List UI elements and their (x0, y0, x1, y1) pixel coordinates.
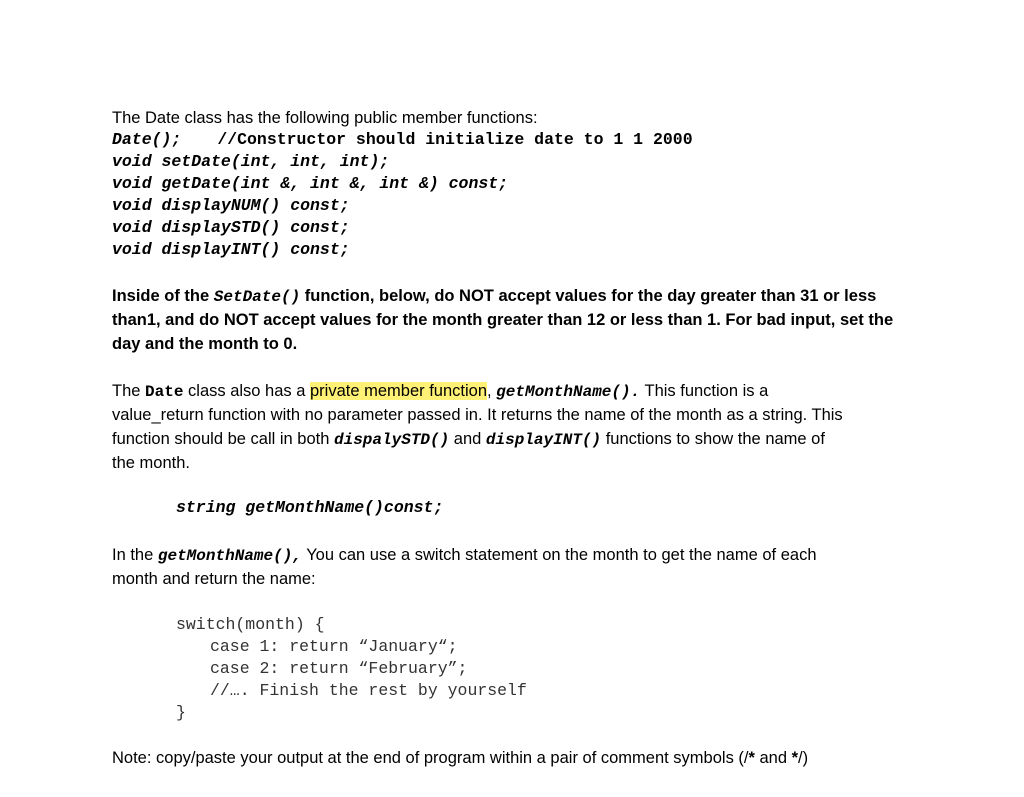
method-line: void getDate(int &, int &, int &) const; (112, 174, 509, 193)
text-span: function, below, do NOT accept values for the day greater than 31 or less (300, 287, 877, 305)
setdate-paragraph-line-2: than1, and do NOT accept values for the month greater than 12 or less than 1. For bad input, set the (112, 311, 894, 329)
text-span: class also has a (183, 382, 310, 400)
switch-paragraph-line-1 (112, 544, 817, 567)
text-span: * (748, 749, 755, 767)
method-line: void displayINT() const; (112, 240, 350, 259)
intro-text: The Date class has the following public member functions: (112, 109, 538, 127)
text-span: You can use a switch statement on the month to get the name of each (301, 546, 817, 564)
switch-paragraph-line-2: month and return the name: (112, 570, 316, 588)
switch-code-line: case 1: return “January“; (210, 637, 458, 656)
switch-code-line: //…. Finish the rest by yourself (210, 681, 527, 700)
inline-code: displayINT() (485, 431, 602, 449)
text-span: Note: copy/paste your output at the end of program within a pair of comment symbols (/ (112, 749, 749, 767)
text-span: This function is a (640, 382, 769, 400)
switch-code-line: switch(month) { (176, 615, 325, 634)
inline-code: getMonthName(), (157, 547, 302, 565)
method-line: void displayNUM() const; (112, 196, 350, 215)
switch-code-line: } (176, 703, 186, 722)
text-span: function should be call in both (112, 430, 334, 448)
private-paragraph-line-1 (112, 380, 768, 403)
text-span: , (487, 382, 497, 400)
inline-code: SetDate() (213, 288, 301, 306)
inline-code: Date (145, 383, 184, 401)
text-span: functions to show the name of (601, 430, 825, 448)
text-span: /) (798, 749, 809, 767)
text-span: and (754, 749, 792, 767)
private-paragraph-line-3 (112, 428, 825, 451)
note-text (112, 747, 808, 769)
method-line: void displaySTD() const; (112, 218, 350, 237)
getmonthname-declaration: string getMonthName()const; (176, 498, 444, 517)
inline-code: getMonthName(). (496, 383, 641, 401)
constructor-line (112, 129, 693, 151)
private-paragraph-line-2: value_return function with no parameter passed in. It returns the name of the month as a string. This (112, 406, 843, 424)
inline-code: dispalySTD() (334, 431, 450, 449)
text-span: The (112, 382, 146, 400)
text-span: and (449, 430, 486, 448)
switch-code-line: case 2: return “February”; (210, 659, 468, 678)
method-line: void setDate(int, int, int); (112, 152, 390, 171)
setdate-paragraph-line-3: day and the month to 0. (112, 335, 298, 353)
text-span: In the (112, 546, 158, 564)
setdate-paragraph-line-1 (112, 285, 876, 308)
text-span: Inside of the (112, 287, 214, 305)
text-span: * (791, 749, 799, 767)
highlighted-text: private member function (310, 382, 487, 400)
private-paragraph-line-4: the month. (112, 454, 190, 472)
constructor-decl: Date(); (112, 130, 182, 149)
constructor-comment: //Constructor should initialize date to 1 1 2000 (217, 130, 693, 149)
